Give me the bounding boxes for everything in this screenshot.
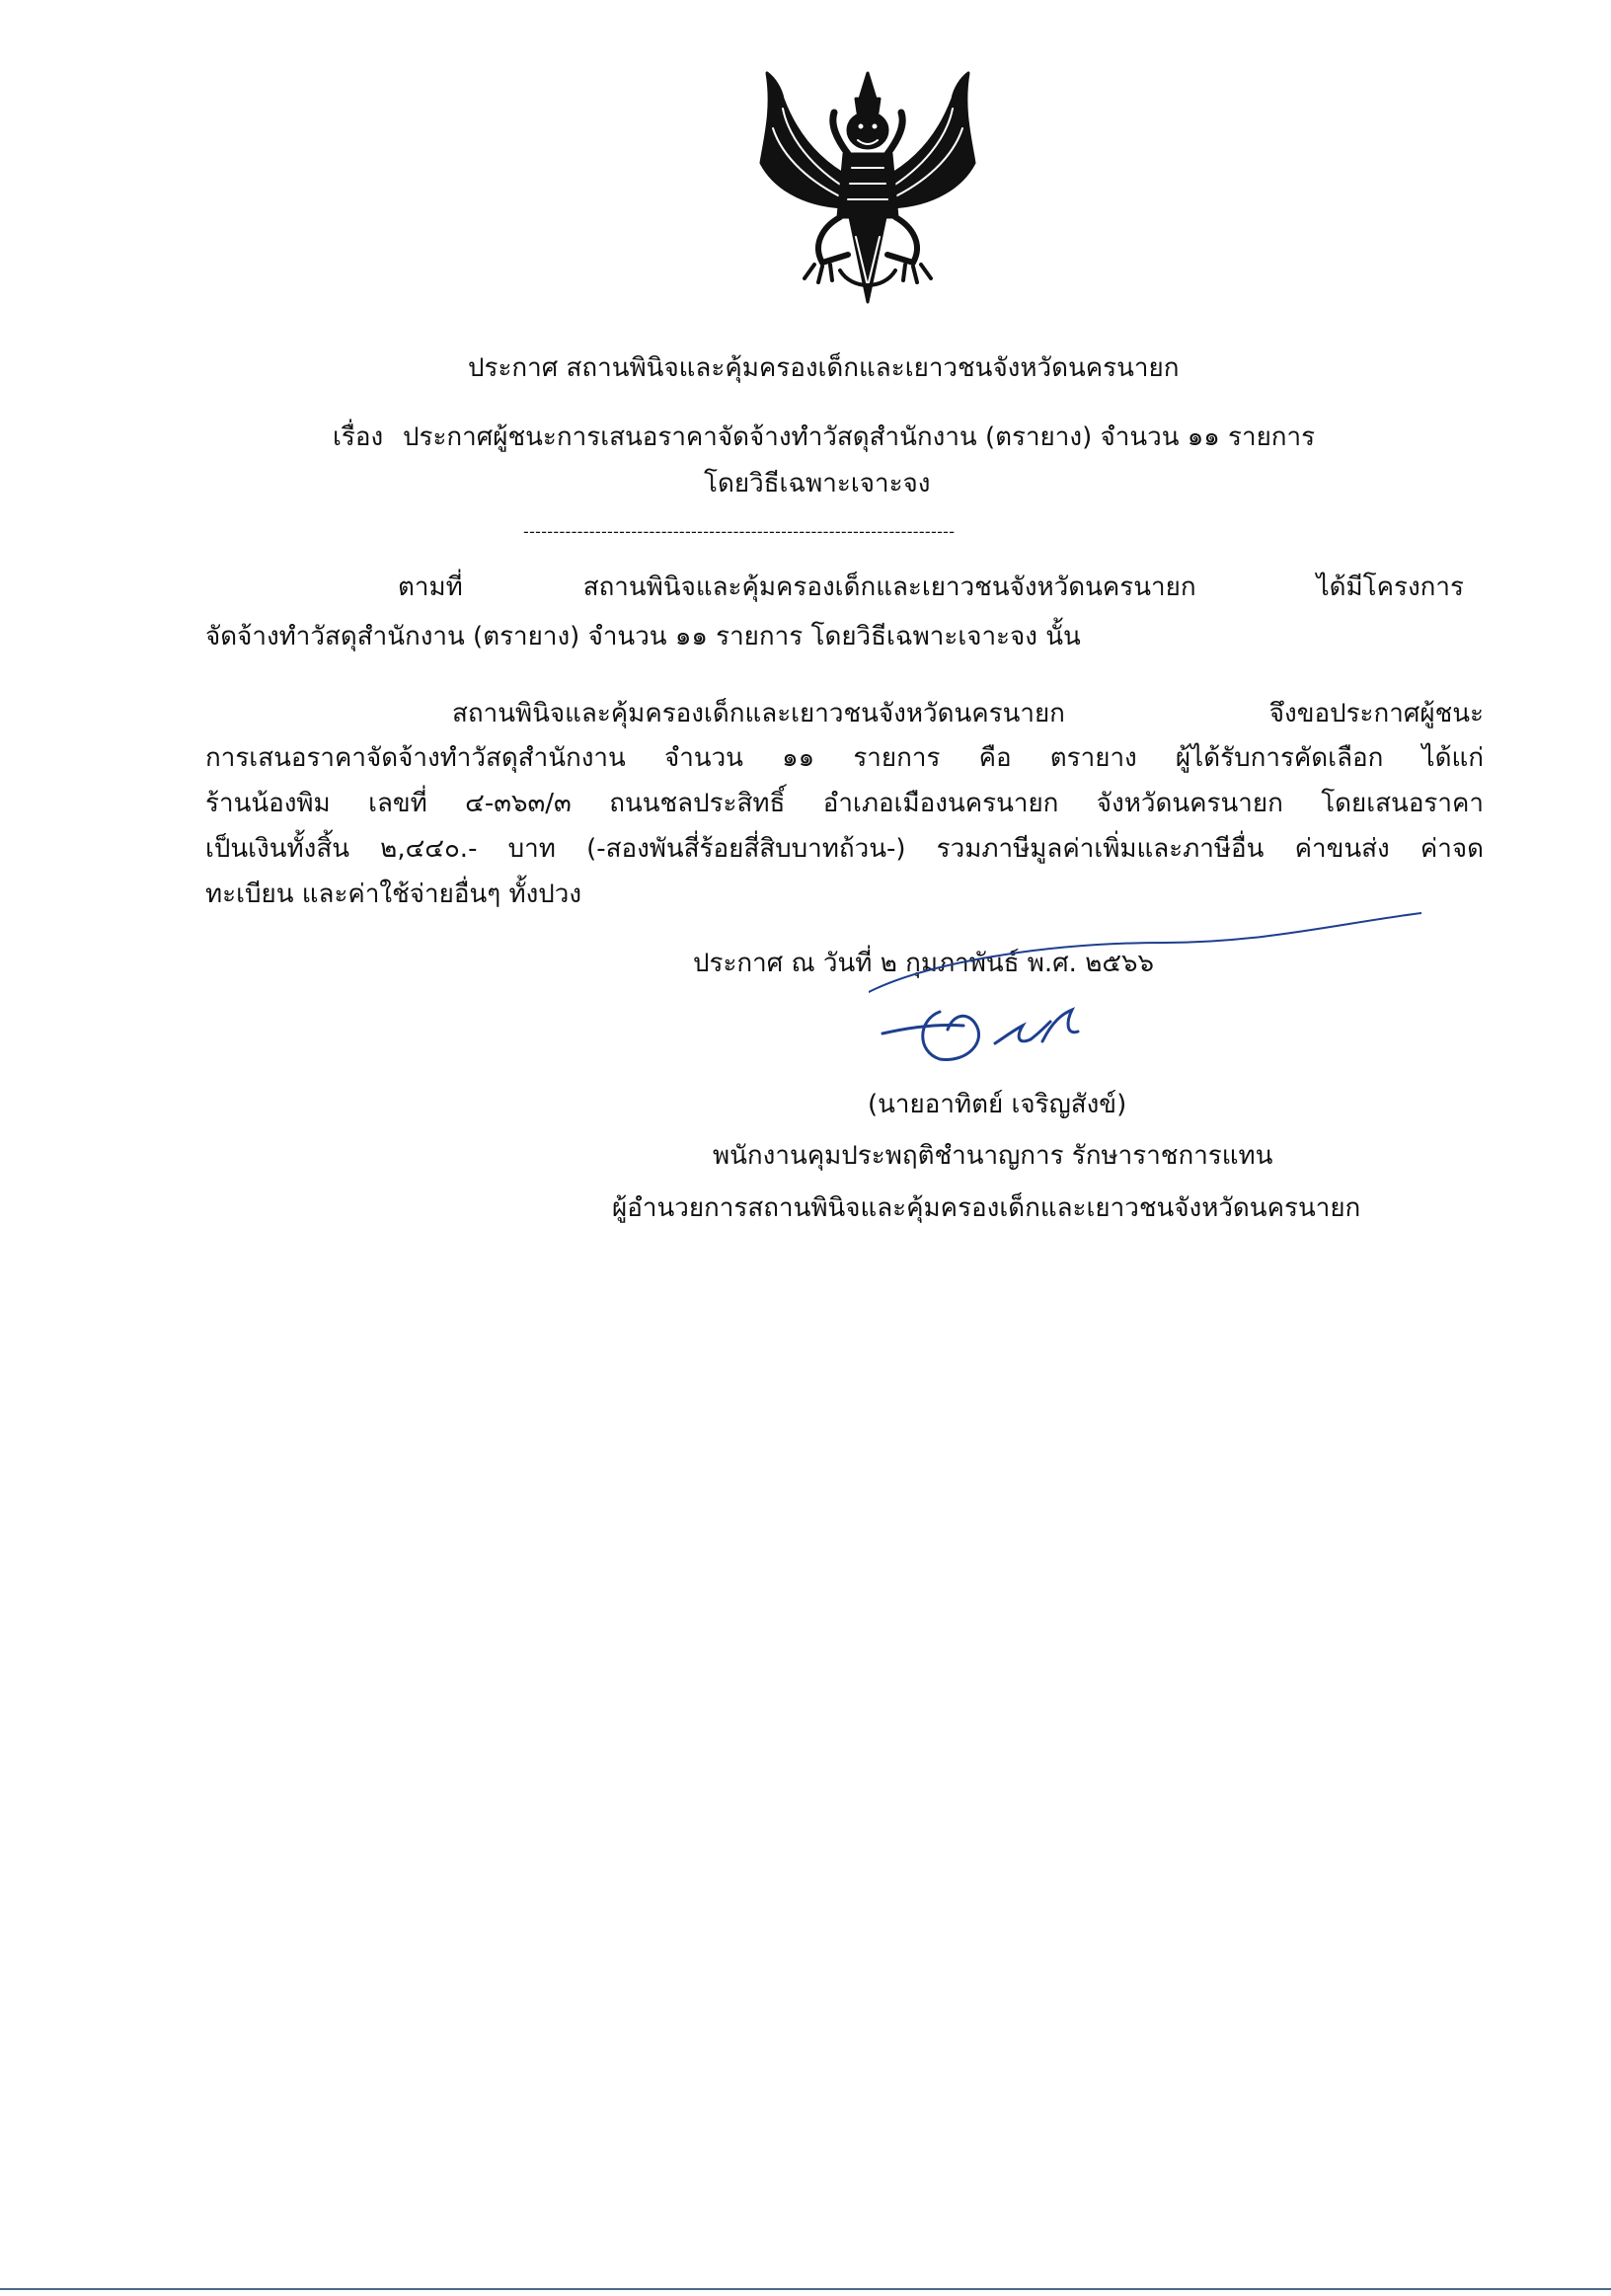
signer-name: (นายอาทิตย์ เจริญสังข์) (868, 1090, 1127, 1119)
para1-line2: จัดจ้างทำวัสดุสำนักงาน (ตรายาง) จำนวน ๑๑ รายการ โดยวิธีเฉพาะเจาะจง นั้น (205, 622, 1081, 651)
header-divider: ------------------------------------------------------------------------ (523, 522, 956, 541)
para2-line1: สถานพินิจและคุ้มครองเด็กและเยาวชนจังหวัดนครนายก จึงขอประกาศผู้ชนะ (452, 699, 1484, 728)
subject-label: เรื่อง (333, 422, 384, 452)
announcement-title: ประกาศ สถานพินิจและคุ้มครองเด็กและเยาวชนจังหวัดนครนายก (468, 353, 1180, 383)
garuda-emblem-icon (753, 69, 982, 316)
para1-line1: ตามที่ สถานพินิจและคุ้มครองเด็กและเยาวชนจังหวัดนครนายก ได้มีโครงการ (398, 573, 1464, 602)
subject-line-2: โดยวิธีเฉพาะเจาะจง (704, 469, 931, 498)
signature-icon (869, 903, 1421, 1071)
para2-line2: การเสนอราคาจัดจ้างทำวัสดุสำนักงาน จำนวน ๑๑ รายการ คือ ตรายาง ผู้ได้รับการคัดเลือก ได้แก่ (205, 743, 1484, 773)
bottom-divider (0, 2288, 1611, 2290)
para2-line5: ทะเบียน และค่าใช้จ่ายอื่นๆ ทั้งปวง (205, 880, 582, 909)
para2-line3: ร้านน้องพิม เลขที่ ๔-๓๖๓/๓ ถนนชลประสิทธิ์ อำเภอเมืองนครนายก จังหวัดนครนายก โดยเสนอราคา (205, 789, 1484, 818)
para2-line4: เป็นเงินทั้งสิ้น ๒,๔๔๐.- บาท (-สองพันสี่ร้อยสี่สิบบาทถ้วน-) รวมภาษีมูลค่าเพิ่มและภาษีอื่น ค่าขนส่ง ค่าจด (205, 834, 1484, 864)
signer-position-2: ผู้อำนวยการสถานพินิจและคุ้มครองเด็กและเยาวชนจังหวัดนครนายก (612, 1193, 1361, 1223)
subject-line-1: ประกาศผู้ชนะการเสนอราคาจัดจ้างทำวัสดุสำนักงาน (ตรายาง) จำนวน ๑๑ รายการ (403, 422, 1316, 452)
signer-position-1: พนักงานคุมประพฤติชำนาญการ รักษาราชการแทน (713, 1141, 1273, 1171)
announcement-date: ประกาศ ณ วันที่ ๒ กุมภาพันธ์ พ.ศ. ๒๕๖๖ (693, 949, 1155, 978)
